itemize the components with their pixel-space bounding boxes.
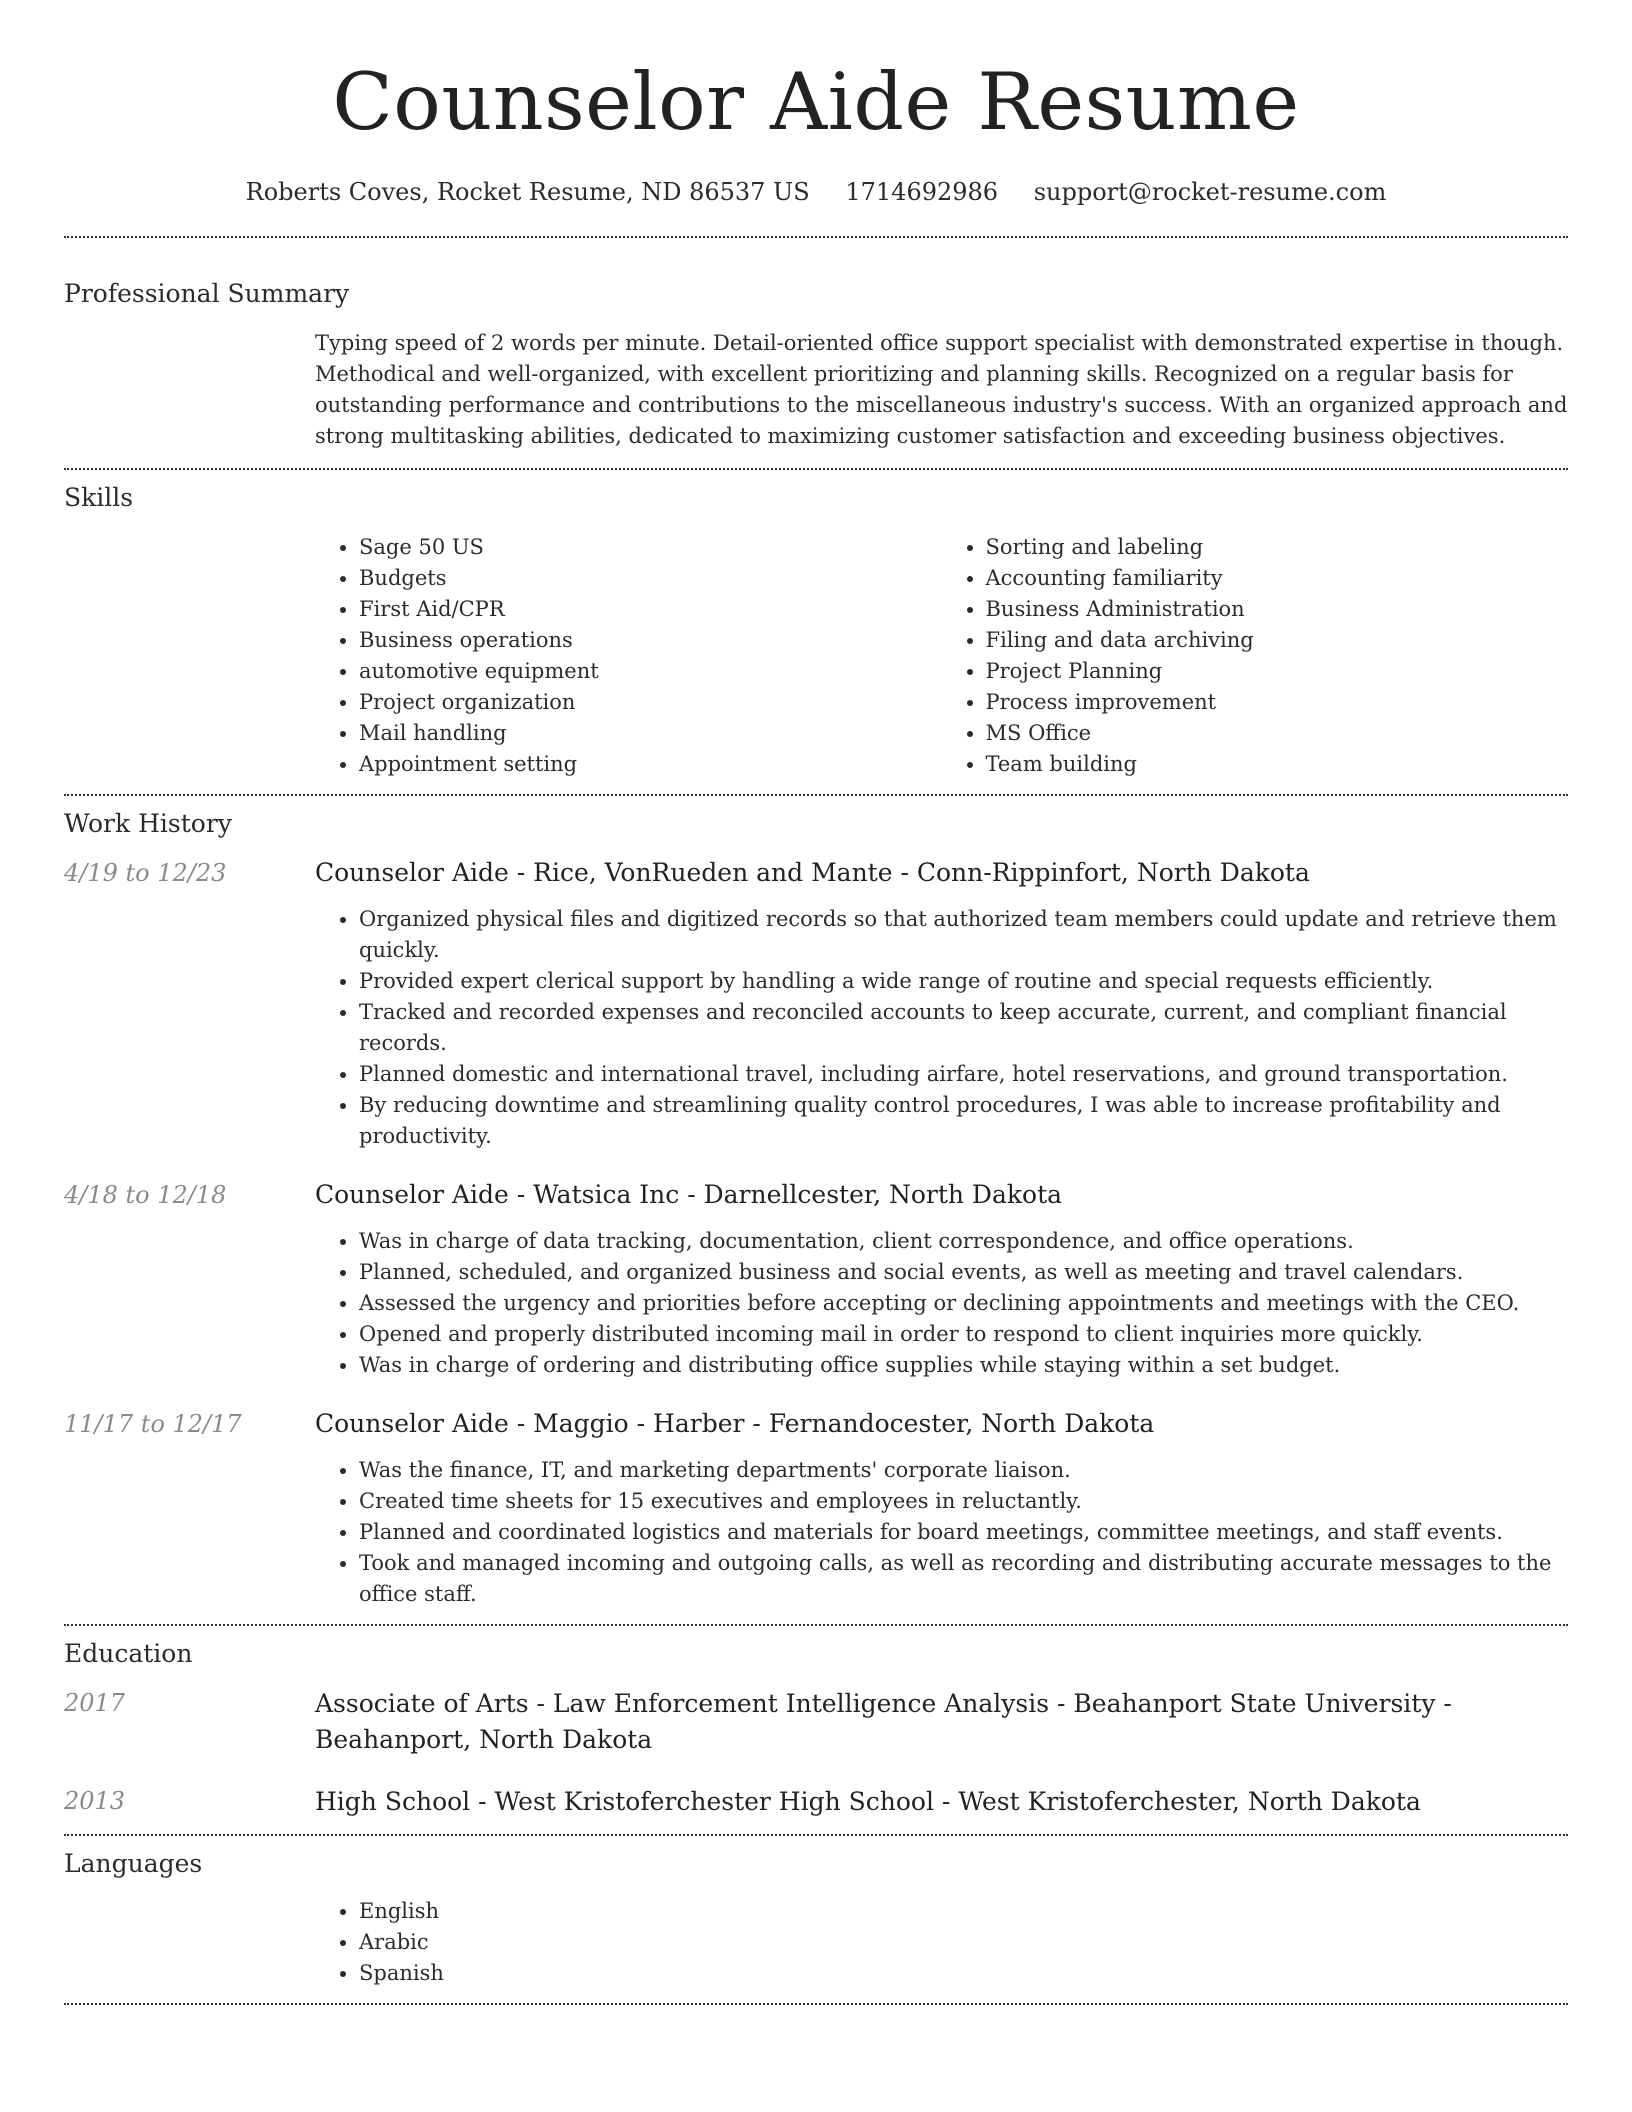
- contact-email: support@rocket-resume.com: [1033, 178, 1387, 206]
- section-title-work: Work History: [64, 809, 232, 838]
- skill-item: • Business Administration: [986, 594, 1569, 625]
- contact-phone: 1714692986: [845, 178, 999, 206]
- skill-item: • Project organization: [359, 687, 942, 718]
- skill-item: • Project Planning: [986, 656, 1569, 687]
- skill-item: • automotive equipment: [359, 656, 942, 687]
- job-heading: Counselor Aide - Maggio - Harber - Fernandocester, North Dakota: [315, 1409, 1155, 1438]
- job-bullet: • Planned and coordinated logistics and materials for board meetings, committee meetings, and staff events.: [359, 1517, 1568, 1548]
- language-item: • Spanish: [359, 1958, 1568, 1989]
- languages-list: [315, 1896, 1568, 1989]
- job-bullet: • Created time sheets for 15 executives and employees in reluctantly.: [359, 1486, 1568, 1517]
- job-bullet: • Provided expert clerical support by handling a wide range of routine and special requests efficiently.: [359, 966, 1568, 997]
- job-entry: [64, 1407, 1568, 1610]
- contact-address: Roberts Coves, Rocket Resume, ND 86537 US: [245, 178, 810, 206]
- education-heading: High School - West Kristoferchester High School - West Kristoferchester, North Dakota: [315, 1787, 1421, 1816]
- languages-section: [64, 1836, 1568, 2003]
- skills-section: [64, 470, 1568, 794]
- job-heading: Counselor Aide - Watsica Inc - Darnellcester, North Dakota: [315, 1180, 1063, 1209]
- job-bullet: • Planned domestic and international travel, including airfare, hotel reservations, and ground transportation.: [359, 1059, 1568, 1090]
- education-heading: Associate of Arts - Law Enforcement Intelligence Analysis - Beahanport State University - Beahanport, North Dakota: [315, 1689, 1452, 1754]
- skill-item: • Appointment setting: [359, 749, 942, 780]
- skill-item: • First Aid/CPR: [359, 594, 942, 625]
- section-title-education: Education: [64, 1639, 193, 1668]
- education-section: [64, 1626, 1568, 1834]
- job-bullet: • Assessed the urgency and priorities before accepting or declining appointments and meetings with the CEO.: [359, 1288, 1568, 1319]
- language-item: • Arabic: [359, 1927, 1568, 1958]
- skills-list-left: [315, 532, 942, 780]
- skill-item: • Filing and data archiving: [986, 625, 1569, 656]
- section-title-summary: Professional Summary: [64, 279, 350, 308]
- job-bullet: • By reducing downtime and streamlining quality control procedures, I was able to increase profitability and productivity.: [359, 1090, 1568, 1152]
- skill-item: • Team building: [986, 749, 1569, 780]
- job-entry: [64, 856, 1568, 1152]
- skills-list-right: [942, 532, 1569, 780]
- job-bullet: • Was in charge of ordering and distributing office supplies while staying within a set budget.: [359, 1350, 1568, 1381]
- summary-section: [64, 238, 1568, 468]
- job-bullet: • Opened and properly distributed incoming mail in order to respond to client inquiries more quickly.: [359, 1319, 1568, 1350]
- summary-text: Typing speed of 2 words per minute. Detail-oriented office support specialist with demonstrated expertise in though. Methodical and well-organized, with excellent prioritizing and planning skills. Recognized on a regular basis for outstanding performance and contributions to the miscellaneous industry's success. With an organized approach and strong multitasking abilities, dedicated to maximizing customer satisfaction and exceeding business objectives.: [315, 331, 1568, 448]
- job-dates: 4/19 to 12/23: [64, 859, 227, 887]
- resume-title: Counselor Aide Resume: [332, 56, 1300, 148]
- job-dates: 11/17 to 12/17: [64, 1410, 242, 1438]
- contact-line: [64, 176, 1568, 208]
- skill-item: • Accounting familiarity: [986, 563, 1569, 594]
- job-bullet: • Was in charge of data tracking, documentation, client correspondence, and office operations.: [359, 1226, 1568, 1257]
- skill-item: • Process improvement: [986, 687, 1569, 718]
- skill-item: • Sorting and labeling: [986, 532, 1569, 563]
- job-bullets: [315, 1226, 1568, 1381]
- education-entry: [64, 1784, 1568, 1820]
- skill-item: • MS Office: [986, 718, 1569, 749]
- education-entry: [64, 1686, 1568, 1758]
- section-title-languages: Languages: [64, 1849, 203, 1878]
- job-bullets: [315, 1455, 1568, 1610]
- education-year: 2017: [64, 1689, 126, 1717]
- job-bullet: • Planned, scheduled, and organized business and social events, as well as meeting and travel calendars.: [359, 1257, 1568, 1288]
- divider: [64, 2003, 1568, 2005]
- section-title-skills: Skills: [64, 483, 134, 512]
- education-year: 2013: [64, 1787, 126, 1815]
- job-bullet: • Organized physical files and digitized records so that authorized team members could update and retrieve them quickly.: [359, 904, 1568, 966]
- job-heading: Counselor Aide - Rice, VonRueden and Mante - Conn-Rippinfort, North Dakota: [315, 858, 1310, 887]
- job-dates: 4/18 to 12/18: [64, 1181, 227, 1209]
- job-entry: [64, 1178, 1568, 1381]
- job-bullet: • Tracked and recorded expenses and reconciled accounts to keep accurate, current, and compliant financial records.: [359, 997, 1568, 1059]
- work-section: [64, 796, 1568, 1624]
- job-bullets: [315, 904, 1568, 1152]
- job-bullet: • Took and managed incoming and outgoing calls, as well as recording and distributing accurate messages to the office staff.: [359, 1548, 1568, 1610]
- job-bullet: • Was the finance, IT, and marketing departments' corporate liaison.: [359, 1455, 1568, 1486]
- skill-item: • Business operations: [359, 625, 942, 656]
- skill-item: • Mail handling: [359, 718, 942, 749]
- language-item: • English: [359, 1896, 1568, 1927]
- skill-item: • Sage 50 US: [359, 532, 942, 563]
- skill-item: • Budgets: [359, 563, 942, 594]
